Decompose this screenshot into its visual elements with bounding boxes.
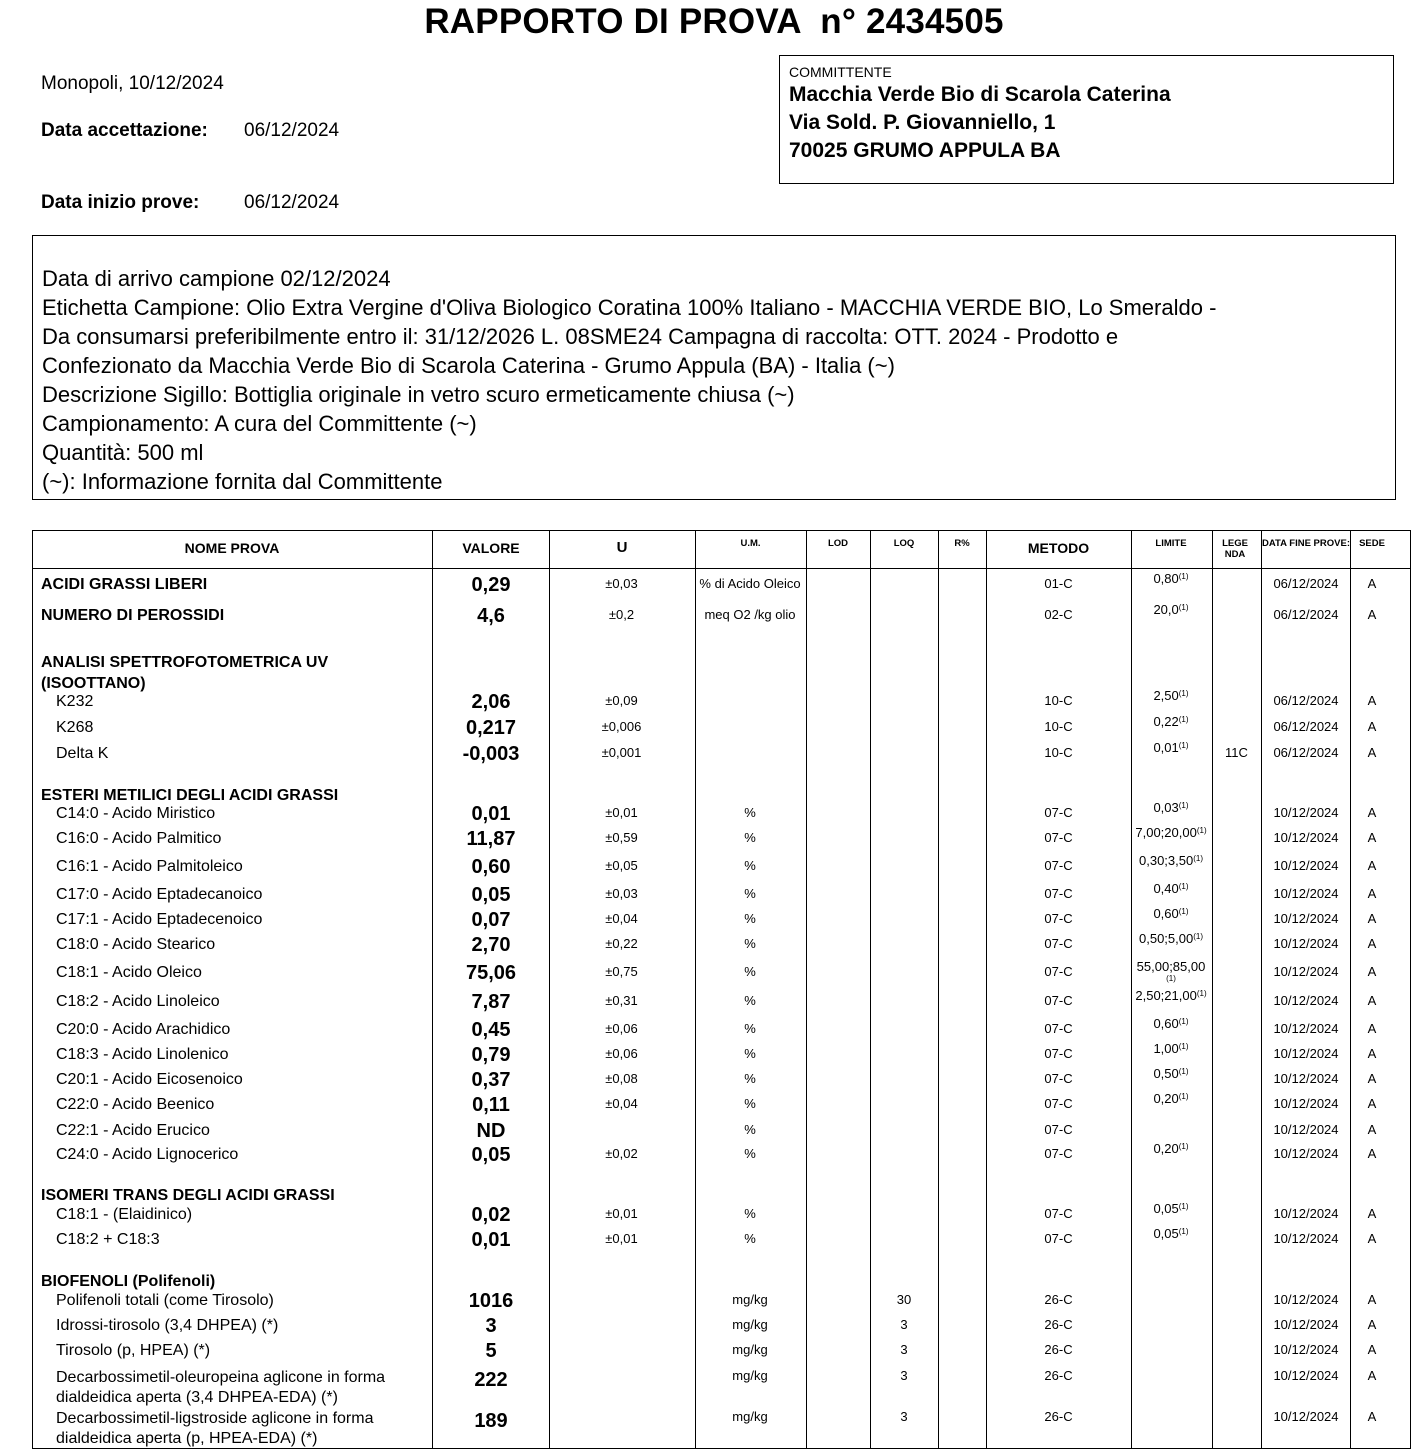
row-site: A (1367, 576, 1377, 591)
column-rule (32, 530, 33, 1449)
client-name: Macchia Verde Bio di Scarola Caterina (789, 83, 1171, 106)
limit-note: (1) (1178, 715, 1189, 724)
limit-note: (1) (1178, 603, 1189, 612)
row-limit (1132, 826, 1210, 840)
row-unit: mg/kg (732, 1292, 768, 1307)
row-limit-value: 0,60 (1153, 1016, 1179, 1031)
row-end-date: 10/12/2024 (1273, 1146, 1339, 1161)
row-name: C22:1 - Acido Erucico (56, 1122, 210, 1139)
row-method: 07-C (1044, 936, 1073, 951)
row-name: C18:2 + C18:3 (56, 1231, 160, 1248)
limit-note: (1) (1178, 907, 1189, 916)
section-phenols: BIOFENOLI (Polifenoli) (41, 1273, 216, 1290)
row-limit-value: 0,50;5,00 (1139, 931, 1194, 946)
header-value: VALORE (462, 540, 520, 556)
row-end-date: 10/12/2024 (1273, 1206, 1339, 1221)
row-limit (1132, 1042, 1210, 1056)
row-method: 02-C (1044, 607, 1073, 622)
row-site: A (1367, 1206, 1377, 1221)
row-method: 26-C (1044, 1342, 1073, 1357)
column-rule (1350, 530, 1351, 1449)
row-limit (1132, 1017, 1210, 1031)
row-unit: mg/kg (732, 1368, 768, 1383)
column-rule (938, 530, 939, 1449)
test-start-value: 06/12/2024 (244, 192, 340, 213)
row-end-date: 06/12/2024 (1273, 576, 1339, 591)
row-name: Tirosolo (p, HPEA) (*) (56, 1342, 211, 1359)
row-method: 26-C (1044, 1368, 1073, 1383)
row-limit (1132, 960, 1210, 988)
limit-note: (1) (1178, 1092, 1189, 1101)
row-site: A (1367, 911, 1377, 926)
row-method: 07-C (1044, 1231, 1073, 1246)
row-name: Polifenoli totali (come Tirosolo) (56, 1292, 274, 1309)
row-end-date: 10/12/2024 (1273, 886, 1339, 901)
row-limit (1132, 989, 1210, 1003)
row-method: 10-C (1044, 693, 1073, 708)
row-name: C18:3 - Acido Linolenico (56, 1046, 229, 1063)
limit-note: (1) (1178, 1017, 1189, 1026)
row-limit (1132, 1092, 1210, 1106)
column-rule (695, 530, 696, 1449)
header-loq: LOQ (893, 538, 915, 549)
row-name: Delta K (56, 745, 109, 762)
row-end-date: 10/12/2024 (1273, 1021, 1339, 1036)
row-limit-value: 0,03 (1153, 800, 1179, 815)
row-name: ACIDI GRASSI LIBERI (41, 576, 208, 593)
row-limit (1132, 854, 1210, 868)
row-site: A (1367, 1096, 1377, 1111)
row-uncertainty: ±0,04 (605, 1096, 638, 1111)
header-name: NOME PROVA (184, 540, 280, 556)
row-limit (1132, 715, 1210, 729)
row-limit (1132, 882, 1210, 896)
row-unit: % (744, 911, 756, 926)
row-method: 26-C (1044, 1292, 1073, 1307)
row-uncertainty: ±0,02 (605, 1146, 638, 1161)
row-site: A (1367, 1342, 1377, 1357)
row-uncertainty: ±0,01 (605, 1231, 638, 1246)
row-uncertainty: ±0,06 (605, 1046, 638, 1061)
row-limit-value: 2,50 (1153, 688, 1179, 703)
header-u: U (616, 539, 628, 556)
row-limit-value: 0,80 (1153, 571, 1179, 586)
row-uncertainty: ±0,03 (605, 576, 638, 591)
header-r: R% (954, 538, 970, 549)
row-unit: % (744, 1206, 756, 1221)
row-value: 0,02 (471, 1204, 511, 1226)
sample-label-line-3: Confezionato da Macchia Verde Bio di Scarola Caterina - Grumo Appula (BA) - Italia (~) (42, 353, 895, 378)
row-value: 0,60 (471, 856, 511, 878)
row-uncertainty: ±0,31 (605, 993, 638, 1008)
row-unit: % (744, 830, 756, 845)
row-limit-value: 0,30;3,50 (1139, 853, 1194, 868)
row-value: 11,87 (466, 828, 516, 850)
row-value: ND (476, 1120, 506, 1142)
row-limit-value: 2,50;21,00 (1135, 988, 1197, 1003)
row-end-date: 10/12/2024 (1273, 858, 1339, 873)
limit-note: (1) (1178, 741, 1189, 750)
row-name: C18:0 - Acido Stearico (56, 936, 216, 953)
row-value: 1016 (468, 1290, 514, 1312)
row-site: A (1367, 607, 1377, 622)
row-method: 10-C (1044, 745, 1073, 760)
row-uncertainty: ±0,01 (605, 1206, 638, 1221)
row-unit: % (744, 1146, 756, 1161)
row-limit (1132, 603, 1210, 617)
row-value: 2,06 (471, 691, 511, 713)
row-method: 26-C (1044, 1409, 1073, 1424)
sample-quantity: Quantità: 500 ml (42, 440, 204, 465)
row-loq: 3 (900, 1409, 908, 1424)
header-legend: LEGE NDA (1222, 538, 1248, 560)
client-city: 70025 GRUMO APPULA BA (789, 139, 1061, 162)
section-trans: ISOMERI TRANS DEGLI ACIDI GRASSI (41, 1187, 335, 1204)
row-site: A (1367, 1071, 1377, 1086)
limit-note: (1) (1178, 1202, 1189, 1211)
row-name: C22:0 - Acido Beenico (56, 1096, 215, 1113)
row-end-date: 10/12/2024 (1273, 830, 1339, 845)
row-site: A (1367, 719, 1377, 734)
row-unit: % (744, 886, 756, 901)
row-end-date: 10/12/2024 (1273, 1096, 1339, 1111)
row-value: 0,217 (465, 717, 517, 739)
column-rule (986, 530, 987, 1449)
row-site: A (1367, 1046, 1377, 1061)
row-unit: % (744, 1021, 756, 1036)
row-uncertainty: ±0,03 (605, 886, 638, 901)
row-method: 07-C (1044, 1096, 1073, 1111)
row-site: A (1367, 1021, 1377, 1036)
row-value: 0,11 (472, 1094, 510, 1116)
header-um: U.M. (740, 538, 761, 549)
limit-note: (1) (1193, 932, 1203, 941)
limit-note: (1) (1178, 801, 1189, 810)
column-rule (1212, 530, 1213, 1449)
limit-note: (1) (1166, 974, 1176, 983)
row-limit (1132, 1142, 1210, 1156)
limit-note: (1) (1178, 572, 1189, 581)
row-uncertainty: ±0,08 (605, 1071, 638, 1086)
row-end-date: 10/12/2024 (1273, 1368, 1339, 1383)
row-site: A (1367, 830, 1377, 845)
sample-label-line-1: Etichetta Campione: Olio Extra Vergine d'Oliva Biologico Coratina 100% Italiano - MACCHIA VERDE BIO, Lo Smeraldo - (42, 295, 1217, 320)
test-start-label: Data inizio prove: (41, 192, 200, 213)
row-value: 189 (474, 1410, 508, 1432)
row-method: 07-C (1044, 993, 1073, 1008)
row-unit: mg/kg (732, 1317, 768, 1332)
row-uncertainty: ±0,06 (605, 1021, 638, 1036)
row-limit (1132, 1227, 1210, 1241)
column-rule (1410, 530, 1411, 1449)
report-title: RAPPORTO DI PROVA n° 2434505 (424, 2, 1004, 41)
row-value: 7,87 (471, 991, 511, 1013)
row-value: -0,003 (462, 743, 520, 765)
row-unit: mg/kg (732, 1409, 768, 1424)
row-limit-value: 1,00 (1153, 1041, 1179, 1056)
row-method: 07-C (1044, 1021, 1073, 1036)
table-top-rule (32, 530, 1411, 531)
row-uncertainty: ±0,75 (605, 964, 638, 979)
row-site: A (1367, 886, 1377, 901)
limit-note: (1) (1178, 689, 1189, 698)
row-end-date: 10/12/2024 (1273, 1071, 1339, 1086)
row-name: C20:0 - Acido Arachidico (56, 1021, 231, 1038)
row-limit-value: 0,60 (1153, 906, 1179, 921)
row-value: 0,29 (471, 574, 511, 596)
row-method: 07-C (1044, 1046, 1073, 1061)
row-value: 0,45 (471, 1019, 511, 1041)
row-method: 07-C (1044, 830, 1073, 845)
row-unit: meq O2 /kg olio (704, 607, 796, 622)
section-uv: ANALISI SPETTROFOTOMETRICA UV (ISOOTTANO) (41, 654, 329, 692)
row-site: A (1367, 1292, 1377, 1307)
row-uncertainty: ±0,2 (608, 607, 635, 622)
row-name: C17:1 - Acido Eptadecenoico (56, 911, 263, 928)
row-method: 01-C (1044, 576, 1073, 591)
row-site: A (1367, 1368, 1377, 1383)
row-name: Decarbossimetil-ligstroside aglicone in forma dialdeidica aperta (p, HPEA-EDA) (*) (56, 1410, 374, 1447)
row-limit-value: 20,0 (1153, 602, 1179, 617)
row-legend: 11C (1225, 745, 1248, 760)
row-end-date: 10/12/2024 (1273, 1231, 1339, 1246)
row-method: 07-C (1044, 1146, 1073, 1161)
row-end-date: 06/12/2024 (1273, 607, 1339, 622)
row-value: 0,05 (471, 884, 511, 906)
header-lod: LOD (827, 538, 849, 549)
row-value: 0,01 (471, 803, 511, 825)
row-limit-value: 55,00;85,00 (1136, 959, 1206, 974)
row-name: C16:1 - Acido Palmitoleico (56, 858, 243, 875)
row-unit: % (744, 858, 756, 873)
row-limit (1132, 1067, 1210, 1081)
limit-note: (1) (1196, 989, 1207, 998)
row-limit (1132, 741, 1210, 755)
row-limit (1132, 801, 1210, 815)
row-unit: % (744, 1046, 756, 1061)
row-unit: % (744, 964, 756, 979)
row-loq: 30 (896, 1292, 912, 1307)
acceptance-date-label: Data accettazione: (41, 120, 208, 141)
row-value: 5 (485, 1340, 497, 1362)
row-limit-value: 0,50 (1153, 1066, 1179, 1081)
row-site: A (1367, 1122, 1377, 1137)
row-limit (1132, 907, 1210, 921)
row-end-date: 10/12/2024 (1273, 911, 1339, 926)
limit-note: (1) (1178, 1042, 1189, 1051)
row-value: 75,06 (465, 962, 517, 984)
row-end-date: 10/12/2024 (1273, 993, 1339, 1008)
row-uncertainty: ±0,05 (605, 858, 638, 873)
row-unit: % (744, 993, 756, 1008)
row-limit-value: 0,40 (1153, 881, 1179, 896)
row-uncertainty: ±0,04 (605, 911, 638, 926)
row-value: 222 (474, 1369, 508, 1391)
row-loq: 3 (900, 1368, 908, 1383)
limit-note: (1) (1178, 882, 1189, 891)
limit-note: (1) (1178, 1227, 1189, 1236)
row-site: A (1367, 1409, 1377, 1424)
row-uncertainty: ±0,22 (605, 936, 638, 951)
row-name: Idrossi-tirosolo (3,4 DHPEA) (*) (56, 1317, 279, 1334)
row-end-date: 06/12/2024 (1273, 745, 1339, 760)
row-value: 0,01 (471, 1229, 511, 1251)
row-uncertainty: ±0,006 (601, 719, 642, 734)
sample-sampling: Campionamento: A cura del Committente (~) (42, 411, 477, 436)
row-name: C18:1 - (Elaidinico) (56, 1206, 193, 1223)
row-name: C17:0 - Acido Eptadecanoico (56, 886, 263, 903)
row-site: A (1367, 1317, 1377, 1332)
row-site: A (1367, 1146, 1377, 1161)
row-unit: % di Acido Oleico (699, 576, 801, 591)
row-end-date: 10/12/2024 (1273, 1317, 1339, 1332)
sample-info-box (32, 235, 1396, 500)
row-unit: % (744, 1231, 756, 1246)
row-site: A (1367, 745, 1377, 760)
place-date: Monopoli, 10/12/2024 (41, 73, 224, 94)
row-end-date: 10/12/2024 (1273, 1046, 1339, 1061)
sample-label-line-2: Da consumarsi preferibilmente entro il: 31/12/2026 L. 08SME24 Campagna di raccolta: OTT. 2024 - Prodotto e (42, 324, 1119, 349)
row-name: C24:0 - Acido Lignocerico (56, 1146, 239, 1163)
row-limit-value: 0,20 (1153, 1091, 1179, 1106)
row-site: A (1367, 858, 1377, 873)
row-unit: mg/kg (732, 1342, 768, 1357)
row-unit: % (744, 1071, 756, 1086)
row-value: 0,37 (471, 1069, 511, 1091)
row-method: 07-C (1044, 805, 1073, 820)
client-address: Via Sold. P. Giovanniello, 1 (789, 111, 1056, 134)
row-end-date: 10/12/2024 (1273, 936, 1339, 951)
row-loq: 3 (900, 1317, 908, 1332)
row-limit-value: 0,05 (1153, 1226, 1179, 1241)
row-limit-value: 0,20 (1153, 1141, 1179, 1156)
row-name: K268 (56, 719, 94, 736)
row-name: K232 (56, 693, 94, 710)
row-uncertainty: ±0,01 (605, 805, 638, 820)
sample-seal: Descrizione Sigillo: Bottiglia originale in vetro scuro ermeticamente chiusa (~) (42, 382, 795, 407)
limit-note: (1) (1193, 854, 1203, 863)
row-unit: % (744, 805, 756, 820)
row-limit (1132, 932, 1210, 946)
client-box (779, 55, 1394, 184)
row-value: 2,70 (471, 934, 511, 956)
row-method: 07-C (1044, 1122, 1073, 1137)
row-unit: % (744, 936, 756, 951)
column-rule (432, 530, 433, 1449)
row-name: C20:1 - Acido Eicosenoico (56, 1071, 243, 1088)
row-limit (1132, 572, 1210, 586)
row-uncertainty: ±0,59 (605, 830, 638, 845)
row-site: A (1367, 936, 1377, 951)
column-rule (549, 530, 550, 1449)
row-method: 07-C (1044, 858, 1073, 873)
row-value: 3 (485, 1315, 497, 1337)
row-uncertainty: ±0,001 (601, 745, 642, 760)
row-name: C18:2 - Acido Linoleico (56, 993, 220, 1010)
row-loq: 3 (900, 1342, 908, 1357)
row-method: 07-C (1044, 911, 1073, 926)
row-limit-value: 7,00;20,00 (1135, 825, 1197, 840)
row-limit (1132, 1202, 1210, 1216)
column-rule (1261, 530, 1262, 1449)
row-end-date: 10/12/2024 (1273, 1122, 1339, 1137)
header-site: SEDE (1359, 538, 1385, 549)
row-end-date: 06/12/2024 (1273, 693, 1339, 708)
client-heading: COMMITTENTE (789, 64, 892, 80)
row-unit: % (744, 1096, 756, 1111)
row-name: C16:0 - Acido Palmitico (56, 830, 222, 847)
row-site: A (1367, 693, 1377, 708)
row-limit-value: 0,05 (1153, 1201, 1179, 1216)
column-rule (870, 530, 871, 1449)
row-method: 07-C (1044, 886, 1073, 901)
table-header-rule (32, 568, 1411, 569)
row-method: 10-C (1044, 719, 1073, 734)
limit-note: (1) (1178, 1067, 1189, 1076)
sample-footnote: (~): Informazione fornita dal Committente (42, 469, 443, 494)
row-name: C14:0 - Acido Miristico (56, 805, 216, 822)
row-name: Decarbossimetil-oleuropeina aglicone in forma dialdeidica aperta (3,4 DHPEA-EDA) (*) (56, 1369, 386, 1406)
row-uncertainty: ±0,09 (605, 693, 638, 708)
row-end-date: 10/12/2024 (1273, 1409, 1339, 1424)
row-method: 26-C (1044, 1317, 1073, 1332)
row-site: A (1367, 964, 1377, 979)
row-method: 07-C (1044, 964, 1073, 979)
row-site: A (1367, 805, 1377, 820)
row-name: C18:1 - Acido Oleico (56, 964, 202, 981)
row-end-date: 10/12/2024 (1273, 1342, 1339, 1357)
limit-note: (1) (1196, 826, 1207, 835)
acceptance-date-value: 06/12/2024 (244, 120, 340, 141)
row-value: 0,05 (471, 1144, 511, 1166)
row-value: 0,07 (471, 909, 511, 931)
header-method: METODO (1027, 540, 1090, 556)
column-rule (806, 530, 807, 1449)
row-limit-value: 0,01 (1153, 740, 1179, 755)
header-limit: LIMITE (1155, 538, 1187, 549)
row-value: 0,79 (471, 1044, 511, 1066)
row-limit (1132, 689, 1210, 703)
sample-arrival: Data di arrivo campione 02/12/2024 (42, 266, 391, 291)
row-end-date: 10/12/2024 (1273, 964, 1339, 979)
row-value: 4,6 (477, 605, 505, 627)
row-end-date: 06/12/2024 (1273, 719, 1339, 734)
row-site: A (1367, 993, 1377, 1008)
row-name: NUMERO DI PEROSSIDI (41, 607, 225, 624)
row-method: 07-C (1044, 1071, 1073, 1086)
row-site: A (1367, 1231, 1377, 1246)
row-end-date: 10/12/2024 (1273, 1292, 1339, 1307)
row-end-date: 10/12/2024 (1273, 805, 1339, 820)
row-unit: % (744, 1122, 756, 1137)
header-end-date: DATA FINE PROVE: (1262, 538, 1350, 549)
section-esters: ESTERI METILICI DEGLI ACIDI GRASSI (41, 787, 339, 804)
row-method: 07-C (1044, 1206, 1073, 1221)
row-limit-value: 0,22 (1153, 714, 1179, 729)
limit-note: (1) (1178, 1142, 1189, 1151)
